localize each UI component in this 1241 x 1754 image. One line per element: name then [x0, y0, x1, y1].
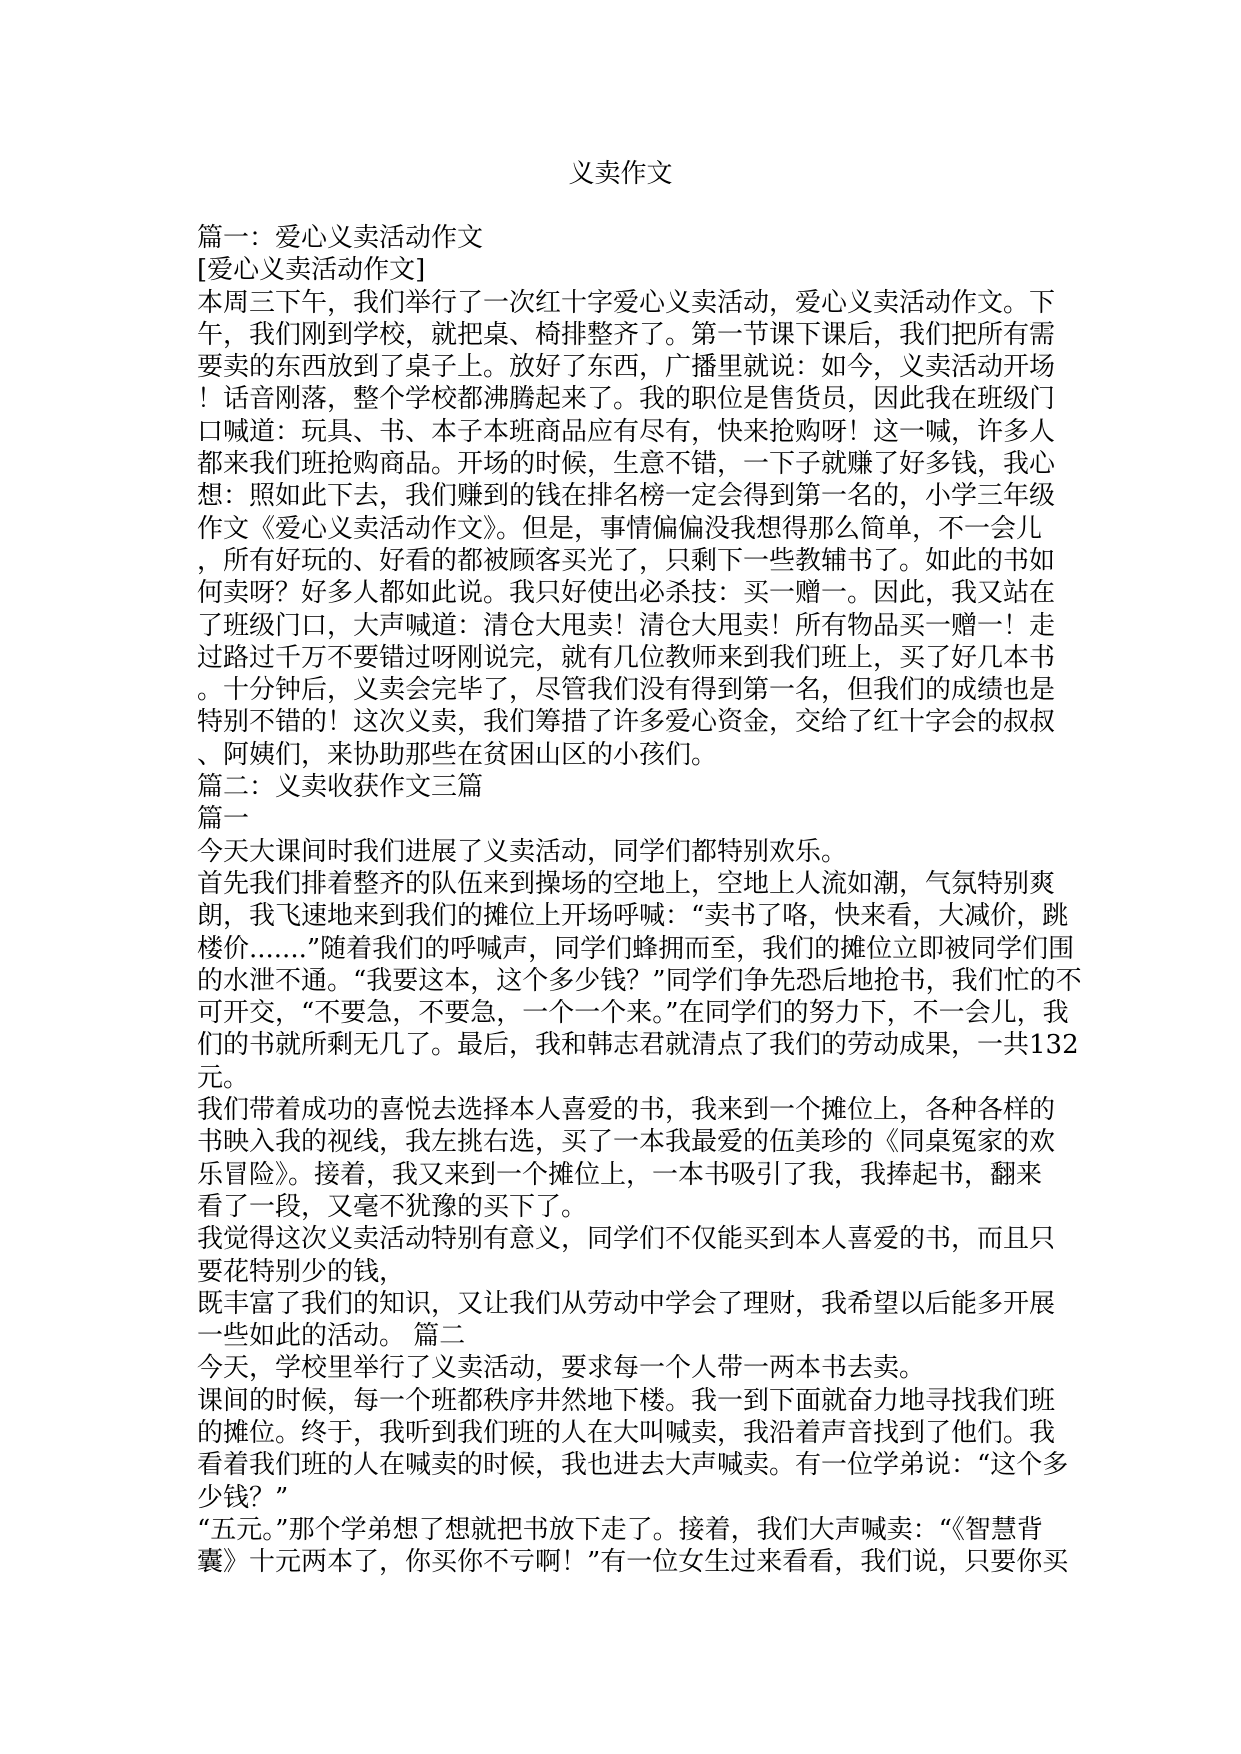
text-line: 一些如此的活动。 篇二 — [197, 1321, 466, 1352]
text-line: ，所有好玩的、好看的都被顾客买光了，只剩下一些教辅书了。如此的书如 — [197, 545, 1056, 576]
text-line: 特别不错的！这次义卖，我们筹措了许多爱心资金，交给了红十字会的叔叔 — [197, 707, 1056, 738]
text-line: 首先我们排着整齐的队伍来到操场的空地上，空地上人流如潮，气氛特别爽 — [197, 868, 1056, 899]
text-line: 元。 — [197, 1062, 250, 1093]
text-line: 了班级门口，大声喊道：清仓大甩卖！清仓大甩卖！所有物品买一赠一！走 — [197, 610, 1056, 641]
text-line: 我觉得这次义卖活动特别有意义，同学们不仅能买到本人喜爱的书，而且只 — [197, 1224, 1056, 1255]
text-line: 过路过千万不要错过呀刚说完，就有几位教师来到我们班上，买了好几本书 — [197, 642, 1056, 673]
text-line: 都来我们班抢购商品。开场的时候，生意不错，一下子就赚了好多钱，我心 — [197, 449, 1056, 480]
text-line: 楼价.......”随着我们的呼喊声，同学们蜂拥而至，我们的摊位立即被同学们围 — [197, 933, 1075, 964]
text-line: 要花特别少的钱， — [197, 1256, 406, 1287]
text-line: ！话音刚落，整个学校都沸腾起来了。我的职位是售货员，因此我在班级门 — [197, 384, 1056, 415]
text-line: 何卖呀？好多人都如此说。我只好使出必杀技：买一赠一。因此，我又站在 — [197, 578, 1056, 609]
text-line: 今天大课间时我们进展了义卖活动，同学们都特别欢乐。 — [197, 836, 848, 867]
text-line: 朗，我飞速地来到我们的摊位上开场呼喊：“卖书了咯，快来看，大减价，跳 — [197, 901, 1069, 932]
text-line: 想：照如此下去，我们赚到的钱在排名榜一定会得到第一名的，小学三年级 — [197, 481, 1056, 512]
text-line: 要卖的东西放到了桌子上。放好了东西，广播里就说：如今，义卖活动开场 — [197, 352, 1056, 383]
text-line: 作文《爱心义卖活动作文》。但是，事情偏偏没我想得那么简单，不一会儿 — [197, 513, 1043, 544]
text-line: 口喊道：玩具、书、本子本班商品应有尽有，快来抢购呀！这一喊，许多人 — [197, 416, 1056, 447]
text-line: 今天，学校里举行了义卖活动，要求每一个人带一两本书去卖。 — [197, 1353, 926, 1384]
text-line: 篇一：爱心义卖活动作文 — [197, 223, 484, 253]
text-line: 的水泄不通。“我要这本，这个多少钱？”同学们争先恐后地抢书，我们忙的不 — [197, 965, 1082, 996]
text-line: 课间的时候，每一个班都秩序井然地下楼。我一到下面就奋力地寻找我们班 — [197, 1385, 1056, 1416]
document-body — [197, 222, 1082, 1578]
text-line: [爱心义卖活动作文] — [197, 255, 426, 286]
text-line: 我们带着成功的喜悦去选择本人喜爱的书，我来到一个摊位上，各种各样的 — [197, 1095, 1056, 1126]
text-line: 。十分钟后，义卖会完毕了，尽管我们没有得到第一名，但我们的成绩也是 — [197, 675, 1056, 706]
document-title: 义卖作文 — [568, 159, 673, 189]
text-line: 书映入我的视线，我左挑右选，买了一本我最爱的伍美珍的《同桌冤家的欢 — [197, 1127, 1056, 1158]
text-line: 看了一段，又毫不犹豫的买下了。 — [197, 1191, 588, 1222]
text-line: 的摊位。终于，我听到我们班的人在大叫喊卖，我沿着声音找到了他们。我 — [197, 1417, 1056, 1448]
text-line: 看着我们班的人在喊卖的时候，我也进去大声喊卖。有一位学弟说：“这个多 — [197, 1450, 1069, 1481]
text-line: 、阿姨们，来协助那些在贫困山区的小孩们。 — [197, 739, 718, 770]
text-line: 篇一 — [197, 804, 250, 835]
text-line: 本周三下午，我们举行了一次红十字爱心义卖活动，爱心义卖活动作文。下 — [197, 287, 1056, 318]
text-line: 既丰富了我们的知识，又让我们从劳动中学会了理财，我希望以后能多开展 — [197, 1288, 1056, 1319]
text-line: 午，我们刚到学校，就把桌、椅排整齐了。第一节课下课后，我们把所有需 — [197, 319, 1056, 350]
text-line: “五元。”那个学弟想了想就把书放下走了。接着，我们大声喊卖：“《智慧背 — [197, 1514, 1043, 1545]
text-line: 少钱？” — [197, 1482, 289, 1513]
text-line: 囊》十元两本了，你买你不亏啊！”有一位女生过来看看，我们说，只要你买 — [197, 1547, 1069, 1578]
text-line: 篇二：义卖收获作文三篇 — [197, 772, 484, 803]
text-line: 们的书就所剩无几了。最后，我和韩志君就清点了我们的劳动成果，一共132 — [197, 1030, 1079, 1061]
text-line: 可开交，“不要急，不要急，一个一个来。”在同学们的努力下，不一会儿，我 — [197, 998, 1069, 1029]
text-line: 乐冒险》。接着，我又来到一个摊位上，一本书吸引了我，我捧起书，翻来 — [197, 1159, 1043, 1190]
